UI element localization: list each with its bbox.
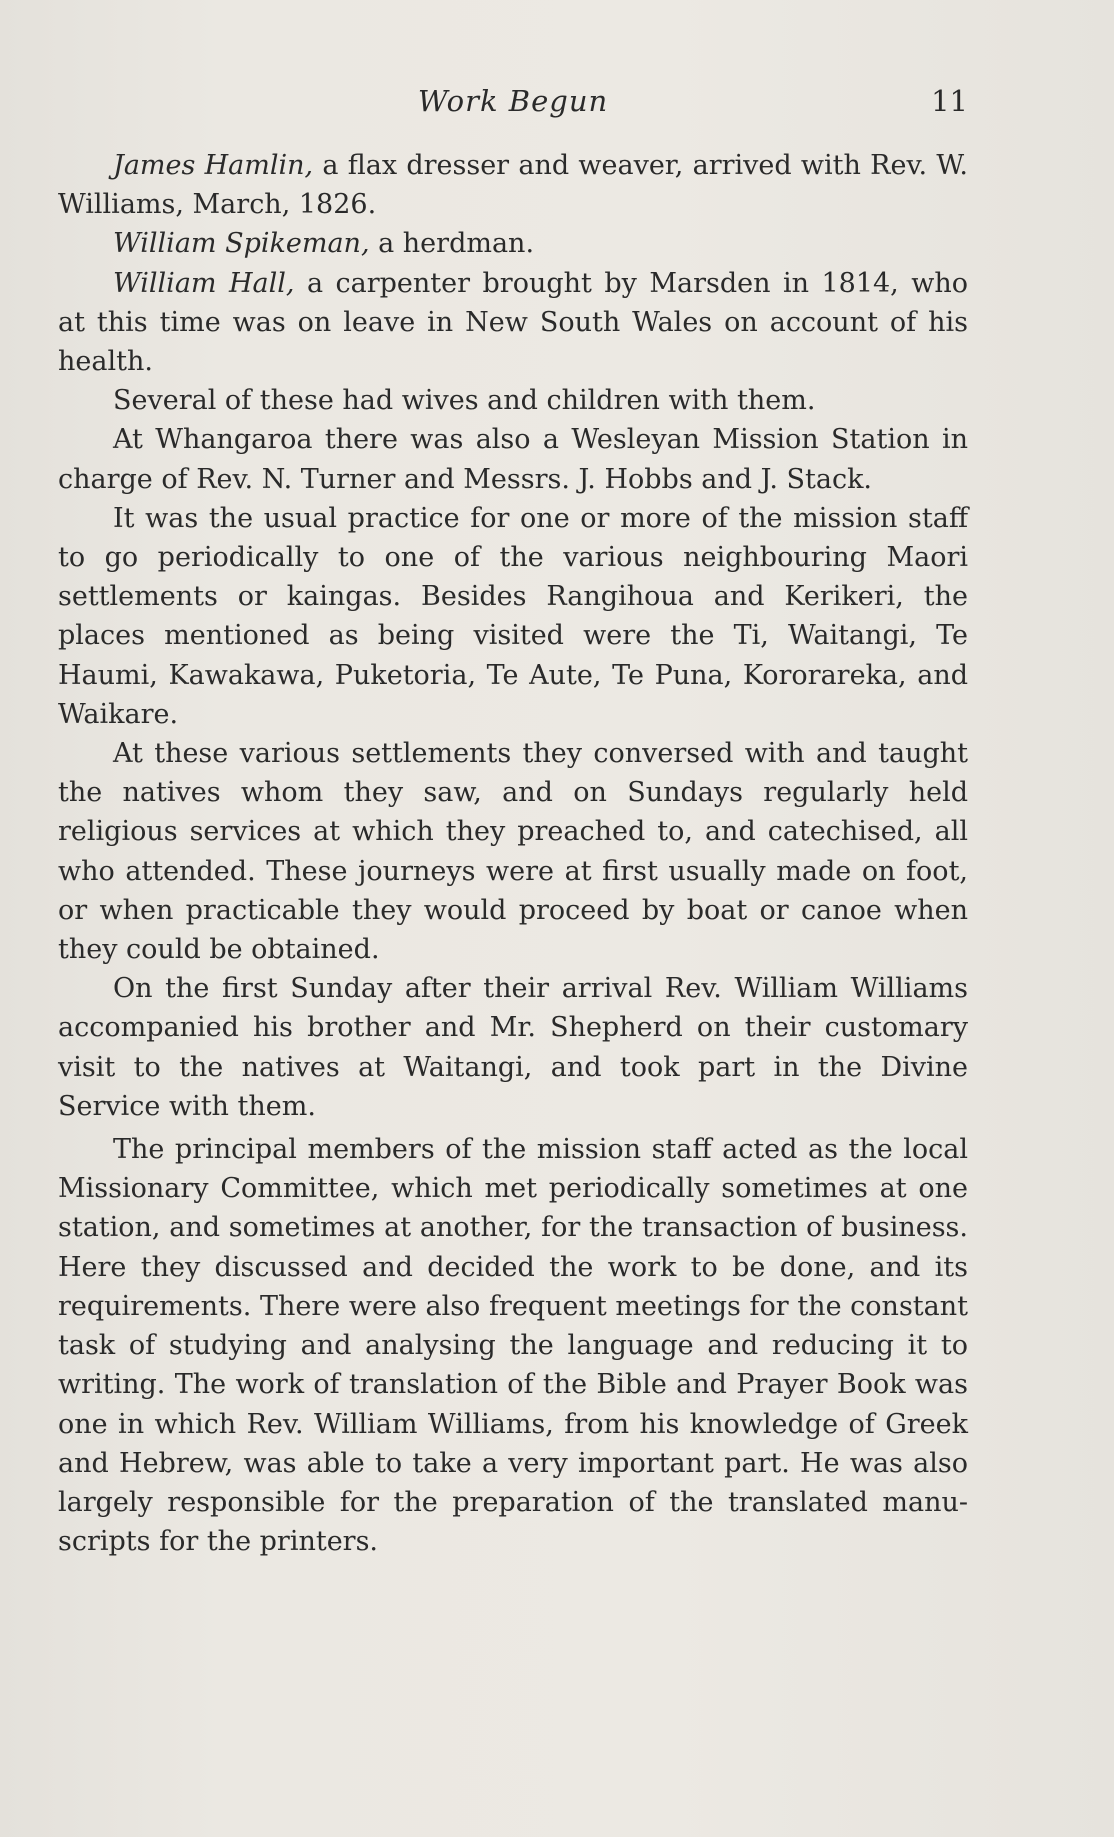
person-name: James Hamlin, <box>113 150 314 181</box>
paragraph-william-spikeman <box>58 224 968 263</box>
paragraph-text: It was the usual practice for one or more of the mission staff to go periodically to one of the various neighbouring Maori settlements or kaingas. Besides Rangihoua and Kerikeri, the places mentioned as being visited were the Ti, Waitangi, Te Haumi, Kawakawa, Puketoria, Te Aute, Te Puna, Kororareka, and Waikare. <box>58 502 968 730</box>
paragraph-text: At Whangaroa there was also a Wesleyan Mission Station in charge of Rev. N. Turner and Messrs. J. Hobbs and J. Stack. <box>58 424 968 495</box>
paragraph-committee <box>58 1130 968 1561</box>
running-title: Work Begun <box>417 84 609 118</box>
paragraph-text: a flax dresser and weaver, arrived with Rev. W. Williams, March, 1826. <box>58 150 968 221</box>
paragraph-text: Several of these had wives and children with them. <box>113 385 816 417</box>
paragraph-text: The principal members of the mission staff acted as the local Missionary Committee, which met periodically sometimes at one station, and sometimes at another, for the transaction of business. Here they discussed and decided the work to be done, and its requirements. There were also frequent meetings for the constant task of studying and analysing the language and reducing it to writing. The work of translation of the Bible and Prayer Book was one in which Rev. William Williams, from his knowledge of Greek and Hebrew, was able to take a very important part. He was also largely responsible for the preparation of the translated manuscripts for the printers. <box>58 1134 968 1558</box>
paragraph-william-hall <box>58 264 968 382</box>
paragraph-text: a carpenter brought by Marsden in 1814, who at this time was on leave in New South Wales on account of his health. <box>58 267 968 378</box>
person-name: William Spikeman, <box>113 228 370 260</box>
paragraph-james-hamlin <box>58 146 968 224</box>
paragraph-settlements <box>58 734 968 969</box>
page-header <box>58 84 968 124</box>
paragraph-whangaroa <box>58 420 968 498</box>
paragraph-wives-children <box>58 381 968 420</box>
person-name: William Hall, <box>113 267 295 299</box>
paragraph-first-sunday <box>58 969 968 1126</box>
paragraph-text: At these various settlements they conversed with and taught the natives whom they saw, and on Sundays regularly held religious services at which they preached to, and catechised, all who attended. These journeys were at first usually made on foot, or when practicable they would proceed by boat or canoe when they could be obtained. <box>58 738 968 966</box>
page-number: 11 <box>931 84 968 118</box>
paragraph-text: On the first Sunday after their arrival Rev. William Williams accompanied his brother and Mr. Shepherd on their customary visit to the natives at Waitangi, and took part in the Divine Service with them. <box>58 973 968 1122</box>
paragraph-usual-practice <box>58 499 968 734</box>
body-text <box>58 146 968 1561</box>
paragraph-text: a herdman. <box>369 228 535 260</box>
